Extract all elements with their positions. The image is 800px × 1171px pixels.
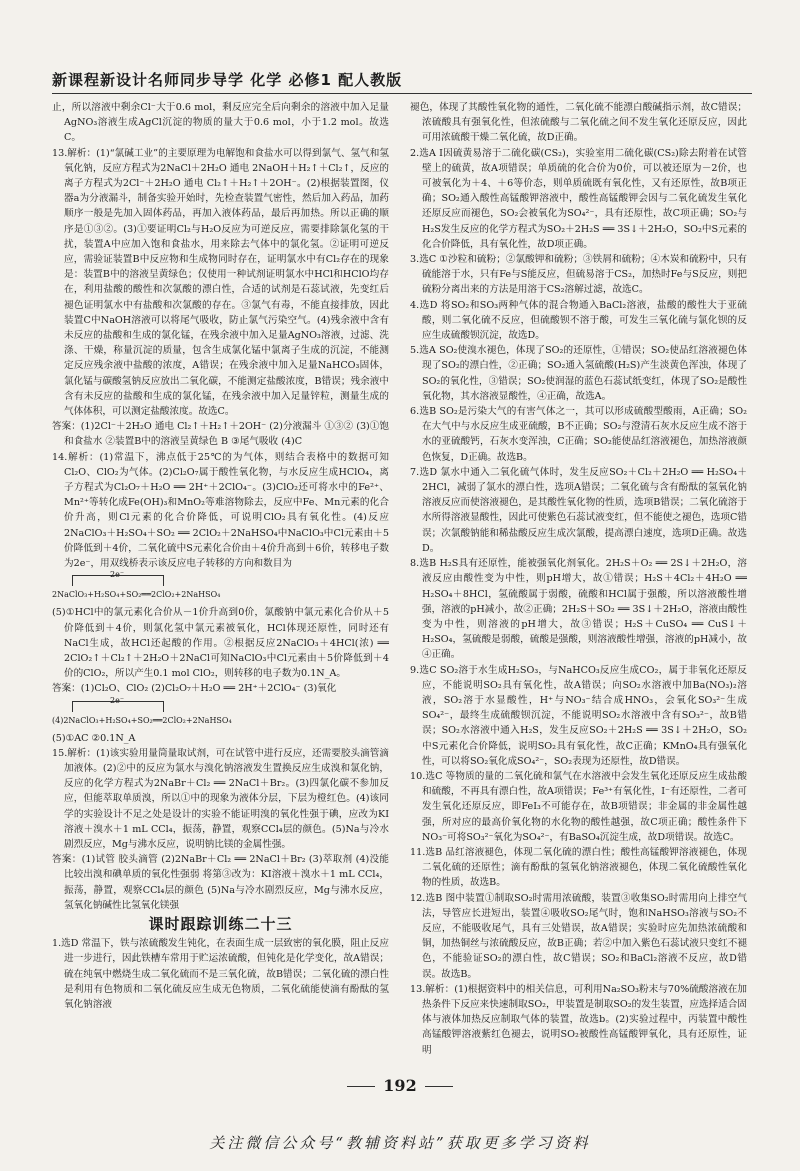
page-number-dash (425, 1086, 453, 1087)
page-number-dash (347, 1086, 375, 1087)
transfer-equation: (4)2NaClO₃+H₂SO₄+SO₂══2ClO₂+2NaHSO₄ (52, 715, 232, 725)
transfer-equation: 2NaClO₃+H₂SO₄+SO₂══2ClO₂+2NaHSO₄ (52, 590, 221, 600)
answer-paragraph: 答案：(1)2Cl⁻＋2H₂O 通电 Cl₂↑＋H₂↑＋2OH⁻ (2)分液漏斗 ①③② (3)①饱和食盐水 ②装置B中的溶液呈黄绿色 B ③尾气吸收 (4)C (52, 421, 389, 448)
paragraph: 1.选D 常温下，铁与浓硫酸发生钝化，在表面生成一层致密的氧化膜，阻止反应进一步进行，因此铁槽车常用于贮运浓硫酸，但钝化是化学变化，故A错误；硫在纯氧中燃烧生成二氧化硫而不是三氧化硫，故B错误；二氧化硫的漂白性是利用有色物质和二氧化硫反应生成无色物质，二氧化硫能使滴有酚酞的氢氧化钠溶液 (52, 938, 389, 1010)
paragraph: 11.选B 品红溶液褪色，体现二氧化硫的漂白性；酸性高锰酸钾溶液褪色，体现二氧化硫的还原性；滴有酚酞的氢氧化钠溶液褪色，体现二氧化硫酸性氧化物的性质，故选B。 (410, 846, 747, 889)
paragraph: 10.选C 等物质的量的二氧化硫和氯气在水溶液中会发生氧化还原反应生成盐酸和硫酸，不再具有漂白性，故A项错误；Fe³⁺有氧化性，I⁻有还原性，二者可发生氧化还原反应，即FeI₃不可能存在，故B项错误；非金属的非金属性越强，所对应的最高价氧化物的水化物的酸性越强，故C项正确；酸性条件下NO₃⁻可将SO₃²⁻氧化为SO₄²⁻，有BaSO₄沉淀生成，故D项错误。故选C。 (410, 770, 747, 843)
paragraph: 13.解析：(1)“氯碱工业”的主要原理为电解饱和食盐水可以得到氯气、氢气和氢氧化钠，反应方程式为2NaCl＋2H₂O 通电 2NaOH＋H₂↑＋Cl₂↑，反应的离子方程式为2Cl⁻＋2H₂O 通电 Cl₂↑＋H₂↑＋2OH⁻。(2)根据装置图，仪器a为分液漏斗，制备实验开始时，先检查装置气密性，然后加入药品，加药顺序一般是先加入固体药品，再加入液体药品，最后再加热。所以正确的顺序是①③②。(3)①要证明Cl₂与H₂O反应为可逆反应，需要排除氯化氢的干扰，装置A中应加入饱和食盐水，用来除去气体中的氯化氢。②证明可逆反应，需验证装置B中反应物和生成物同时存在，证明氯水中有Cl₂存在的现象是：装置B中的溶液呈黄绿色；仅使用一种试剂证明氯水中HCl和HClO均存在，利用盐酸的酸性和次氯酸的漂白性，合适的试剂是石蕊试液，先变红后褪色证明氯水中有盐酸和次氯酸的存在。③氯气有毒，不能直接排放，因此装置C中NaOH溶液可以将尾气吸收，防止氯气污染空气。(4)残余液中含有未反应的盐酸和生成的氯化锰，在残余液中加入足量AgNO₃溶液，过滤、洗涤、干燥，称量沉淀的质量，包含生成氯化锰中氯离子生成的沉淀，不能测定反应残余液中盐酸的浓度，A错误；在残余液中加入足量NaHCO₃固体，氯化锰与碳酸氢钠反应放出二氧化碳，不能测定盐酸浓度，B错误；残余液中含有未反应的盐酸和生成的氯化锰，在残余液中加入足量锌粒，测量生成的气体体积，可以测定盐酸浓度。故选C。 (52, 147, 389, 418)
paragraph: 5.选A SO₂使溴水褪色，体现了SO₂的还原性，①错误；SO₂使品红溶液褪色体现了SO₂的漂白性，②正确；SO₂通入氢硫酸(H₂S)产生淡黄色浑浊，体现了SO₂的氧化性，③错误；SO₂使润湿的蓝色石蕊试纸变红，体现了SO₂是酸性氧化物，其水溶液显酸性，④正确，故选A。 (410, 345, 747, 402)
answer-paragraph: 答案：(1)Cl₂O、ClO₂ (2)Cl₂O₇＋H₂O ══ 2H⁺＋2ClO₄⁻ (3)氧化 (52, 683, 337, 695)
paragraph: 3.选C ①沙粒和硫粉；②氯酸钾和硫粉；③铁屑和硫粉；④木炭和硫粉中，只有硫能溶于水，只有Fe与S能反应，但硫易溶于CS₂，加热时Fe与S反应，则把硫粉分离出来的方法是用溶于CS₂溶解过滤，故选C。 (410, 254, 747, 296)
page-number-text: 192 (383, 1076, 417, 1095)
paragraph: 9.选C SO₂溶于水生成H₂SO₃，与NaHCO₃反应生成CO₂，属于非氧化还原反应，不能说明SO₂具有氧化性，故A错误；向SO₂水溶液中加Ba(NO₃)₂溶液，SO₂溶于水显酸性，H⁺与NO₃⁻结合成HNO₃，会氧化SO₃²⁻生成SO₄²⁻，最终生成硫酸钡沉淀，不能说明SO₂水溶液中含有SO₃²⁻，故B错误；SO₂水溶液中通入H₂S，发生反应SO₂＋2H₂S ══ 3S↓＋2H₂O，SO₂中S元素化合价降低，说明SO₂具有氧化性，故C正确；KMnO₄具有强氧化性，可以将SO₂氧化成SO₄²⁻，SO₂表现为还原性，故D错误。 (410, 664, 747, 767)
page-number (0, 1076, 800, 1095)
paragraph: 褪色，体现了其酸性氧化物的通性，二氧化硫不能漂白酸碱指示剂，故C错误；浓硫酸具有强氧化性，但浓硫酸与二氧化硫之间不发生氧化还原反应，因此可用浓硫酸干燥二氧化硫，故D正确。 (410, 102, 747, 144)
paragraph: 15.解析：(1)该实验用量筒量取试剂，可在试管中进行反应，还需要胶头滴管滴加液体。(2)②中的反应为氯水与溴化钠溶液发生置换反应生成溴和氯化钠，反应的化学方程式为2NaBr＋Cl₂ ══ 2NaCl＋Br₂。(3)四氯化碳不参加反应，但能萃取单质溴，所以①中的现象为液体分层，下层为橙红色。(4)该同学的实验设计不足之处是设计的实验不能证明溴的氧化性强于碘，应改为KI溶液＋溴水＋1 mL CCl₄，振荡，静置，观察CCl₄层的颜色。(5)Na与冷水剧烈反应，Mg与沸水反应，说明钠比镁的金属性强。 (52, 747, 389, 850)
paragraph: (5)①HCl中的氯元素化合价从－1价升高到0价，氯酸钠中氯元素化合价从＋5价降低到＋4价，则氯化氢中氯元素被氧化，HCl体现还原性，同时还有NaCl生成，故HCl还起酸的作用。②根据反应2NaClO₃＋4HCl(浓) ══ 2ClO₂↑＋Cl₂↑＋2H₂O＋2NaCl可知NaClO₃中Cl元素由＋5价降低到＋4价的ClO₂，所以产生0.1 mol ClO₂，则转移的电子数为0.1N_A。 (52, 607, 389, 680)
paragraph: 6.选B SO₂是污染大气的有害气体之一，其可以形成硫酸型酸雨，A正确；SO₂在大气中与水反应生成亚硫酸，B不正确；SO₂与澄清石灰水反应生成不溶于水的亚硫酸钙，石灰水变浑浊，C正确；SO₂能使品红溶液褪色，加热溶液颜色恢复，D正确。故选B。 (410, 406, 747, 463)
paragraph: 2.选A Ⅰ因硫黄易溶于二硫化碳(CS₂)，实验室用二硫化碳(CS₂)除去附着在试管壁上的硫黄，故A项错误；单质硫的化合价为0价，可以被还原为－2价，也可被氧化为＋4、＋6等价态，则单质硫既有氧化性，又有还原性，故B项正确；SO₂通入酸性高锰酸钾溶液中，酸性高锰酸钾会因与二氧化硫发生氧化还原反应而褪色，SO₂会被氧化为SO₄²⁻，具有还原性，故C项正确；SO₂与H₂S发生反应的化学方程式为SO₂＋2H₂S ══ 3S↓＋2H₂O，SO₂中S元素的化合价降低，具有氧化性，故D项正确。 (410, 147, 747, 250)
paragraph: 止，所以溶液中剩余Cl⁻大于0.6 mol，剩反应完全后向剩余的溶液中加入足量AgNO₃溶液生成AgCl沉淀的物质的量大于0.6 mol，小于1.2 mol。故选C。 (52, 102, 389, 144)
transfer-label: 2e⁻ (110, 570, 125, 580)
left-column (52, 100, 389, 1058)
paragraph: 14.解析：(1)常温下，沸点低于25℃的为气体，则结合表格中的数据可知Cl₂O、ClO₂为气体。(2)Cl₂O₇属于酸性氧化物，与水反应生成HClO₄，离子方程式为Cl₂O₇＋H₂O ══ 2H⁺＋2ClO₄⁻。(3)ClO₂还可将水中的Fe²⁺、Mn²⁺等转化成Fe(OH)₃和MnO₂等难溶物除去，反应中Fe、Mn元素的化合价升高，则Cl元素的化合价降低，可说明ClO₂具有氧化性。(4)反应2NaClO₃＋H₂SO₄＋SO₂ ══ 2ClO₂＋2NaHSO₄中NaClO₃中Cl元素由＋5价降低到＋4价，二氧化硫中S元素化合价由＋4价升高到＋6价，转移电子数为2e⁻，用双线桥表示该反应电子转移的方向和数目为 (52, 451, 389, 570)
transfer-label: 2e⁻ (110, 695, 125, 705)
page-header (52, 60, 752, 94)
paragraph: 7.选D 氯水中通入二氧化硫气体时，发生反应SO₂＋Cl₂＋2H₂O ══ H₂SO₄＋2HCl，减弱了氯水的漂白性，选项A错误；二氧化硫与含有酚酞的氢氧化钠溶液反应而使溶液褪色，是其酸性氧化物的性质，选项B错误；二氧化硫溶于水所得溶液显酸性，因此可使紫色石蕊试液变红，但不能使之褪色，选项C错误；次氯酸钠能和稀盐酸反应生成次氯酸，提高漂白速度，选项D正确。故选D。 (410, 466, 747, 554)
paragraph: 12.选B 图中装置①制取SO₂时需用浓硫酸，装置③收集SO₂时需用向上排空气法，导管应长进短出，装置④吸收SO₂尾气时，饱和NaHSO₃溶液与SO₂不反应，不能吸收尾气，具有三处错误，故A错误；实验时应先加热浓硫酸和铜，加热铜丝与浓硫酸反应，故B正确；若②中加入紫色石蕊试液只变红不褪色，不能验证SO₂的漂白性，故C错误；SO₂和BaCl₂溶液不反应，故D错误。故选B。 (410, 892, 747, 980)
answer-paragraph: 答案：(1)试管 胶头滴管 (2)2NaBr＋Cl₂ ══ 2NaCl＋Br₂ (3)萃取剂 (4)没能比较出溴和碘单质的氧化性强弱 将第③改为：KI溶液＋溴水＋1 mL CCl₄，振荡，静置，观察CCl₄层的颜色 (5)Na与冷水剧烈反应，Mg与沸水反应，氢氧化钠碱性比氢氧化镁强 (52, 854, 389, 911)
paragraph: 4.选D 将SO₂和SO₃两种气体的混合物通入BaCl₂溶液，盐酸的酸性大于亚硫酸，则二氧化硫不反应，但硫酸钡不溶于酸，可发生三氧化硫与氯化钡的反应生成硫酸钡沉淀，故选D。 (410, 299, 747, 342)
footer-note: 关注微信公众号“教辅资料站”获取更多学习资料 (209, 1134, 591, 1152)
section-title: 课时跟踪训练二十三 (148, 914, 293, 933)
electron-transfer-diagram (52, 570, 389, 603)
paragraph: 8.选B H₂S具有还原性，能被强氧化剂氧化。2H₂S＋O₂ ══ 2S↓＋2H₂O，溶液反应由酸性变为中性，则pH增大，故①错误；H₂S＋4Cl₂＋4H₂O ══ H₂SO₄＋8HCl，氢硫酸属于弱酸，硫酸和HCl属于强酸，所以溶液酸性增强，溶液的pH减小，故②正确；2H₂S＋SO₂ ══ 3S↓＋2H₂O，溶液由酸性变为中性，则溶液的pH增大，故③错误；H₂S＋CuSO₄ ══ CuS↓＋H₂SO₄，氢硫酸是弱酸，硫酸是强酸，则溶液酸性增强，溶液的pH减小，故④正确。 (410, 558, 747, 661)
electron-transfer-diagram-answer (52, 695, 389, 729)
header-title: 新课程新设计名师同步导学 化学 必修1 配人教版 (52, 71, 403, 89)
right-column (410, 100, 747, 1058)
paragraph: (5)①AC ②0.1N_A (52, 732, 136, 744)
paragraph: 13.解析：(1)根据资料中的相关信息，可利用Na₂SO₃粉末与70%硫酸溶液在加热条件下反应来快速制取SO₂，甲装置是制取SO₂的发生装置，应选择适合固体与液体加热反应制取气体的装置，故选b。(2)实验过程中，丙装置中酸性高锰酸钾溶液紫红色褪去，说明SO₂被酸性高锰酸钾氧化，具有还原性，证明 (410, 983, 747, 1056)
